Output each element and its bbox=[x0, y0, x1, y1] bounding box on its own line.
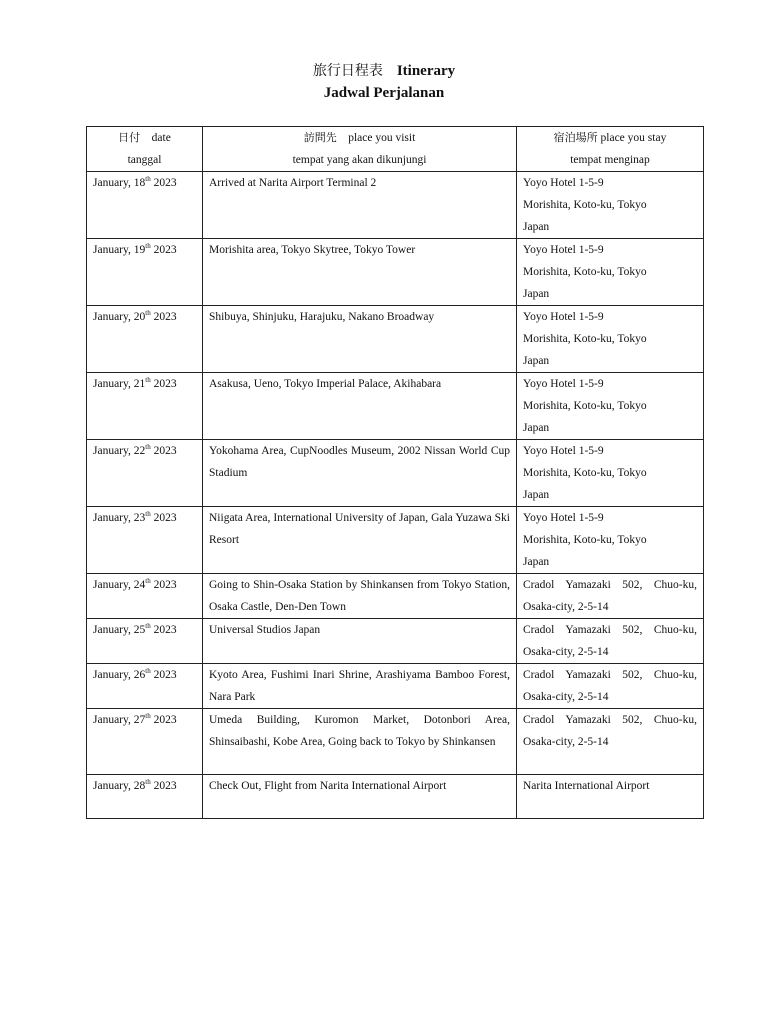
place-cell: Asakusa, Ueno, Tokyo Imperial Palace, Akihabara bbox=[203, 373, 517, 440]
stay-cell bbox=[517, 239, 704, 306]
date-month: January, 19 bbox=[93, 244, 146, 256]
date-month: January, 18 bbox=[93, 177, 146, 189]
header-date-jp: 日付 bbox=[118, 131, 141, 144]
stay-line: Yoyo Hotel 1-5-9 bbox=[523, 512, 604, 524]
date-suffix: th bbox=[145, 778, 151, 786]
date-cell bbox=[87, 440, 203, 507]
date-cell bbox=[87, 172, 203, 239]
date-suffix: th bbox=[145, 443, 151, 451]
table-row bbox=[87, 440, 704, 507]
table-row bbox=[87, 574, 704, 619]
header-place-id: tempat yang akan dikunjungi bbox=[292, 154, 427, 166]
table-row bbox=[87, 507, 704, 574]
date-cell bbox=[87, 709, 203, 775]
place-cell: Going to Shin-Osaka Station by Shinkansen from Tokyo Station, Osaka Castle, Den-Den Town bbox=[203, 574, 517, 619]
header-date-en: date bbox=[151, 132, 171, 144]
date-cell bbox=[87, 619, 203, 664]
header-stay-jp: 宿泊場所 bbox=[553, 131, 598, 144]
date-suffix: th bbox=[145, 309, 151, 317]
stay-cell bbox=[517, 507, 704, 574]
stay-cell bbox=[517, 775, 704, 819]
place-cell: Umeda Building, Kuromon Market, Dotonbori Area, Shinsaibashi, Kobe Area, Going back to Tokyo by Shinkansen bbox=[203, 709, 517, 775]
header-date bbox=[87, 127, 203, 172]
header-date-id: tanggal bbox=[127, 154, 162, 166]
stay-line: Morishita, Koto-ku, Tokyo bbox=[523, 266, 647, 278]
title-japanese: 旅行日程表 bbox=[312, 63, 383, 79]
date-suffix: th bbox=[145, 242, 151, 250]
title-line-1 bbox=[0, 60, 768, 82]
table-row bbox=[87, 664, 704, 709]
header-place-jp: 訪問先 bbox=[303, 131, 337, 144]
date-month: January, 24 bbox=[93, 579, 146, 591]
stay-line: Yoyo Hotel 1-5-9 bbox=[523, 244, 604, 256]
date-year: 2023 bbox=[153, 624, 177, 636]
date-suffix: th bbox=[145, 510, 151, 518]
date-cell bbox=[87, 507, 203, 574]
date-month: January, 22 bbox=[93, 445, 146, 457]
date-year: 2023 bbox=[153, 579, 177, 591]
stay-line: Japan bbox=[523, 221, 550, 233]
date-month: January, 28 bbox=[93, 780, 146, 792]
date-cell bbox=[87, 664, 203, 709]
date-year: 2023 bbox=[153, 378, 177, 390]
title-english: Itinerary bbox=[396, 63, 456, 79]
stay-line: Morishita, Koto-ku, Tokyo bbox=[523, 534, 647, 546]
header-stay-id: tempat menginap bbox=[570, 154, 650, 166]
stay-line: Japan bbox=[523, 288, 550, 300]
date-month: January, 27 bbox=[93, 714, 146, 726]
table-header-row bbox=[87, 127, 704, 172]
stay-line: Japan bbox=[523, 422, 550, 434]
table-row bbox=[87, 373, 704, 440]
stay-cell bbox=[517, 574, 704, 619]
date-cell bbox=[87, 239, 203, 306]
date-year: 2023 bbox=[153, 311, 177, 323]
date-month: January, 20 bbox=[93, 311, 146, 323]
stay-line: Yoyo Hotel 1-5-9 bbox=[523, 378, 604, 390]
date-suffix: th bbox=[145, 376, 151, 384]
date-cell bbox=[87, 373, 203, 440]
date-year: 2023 bbox=[153, 177, 177, 189]
date-suffix: th bbox=[145, 577, 151, 585]
itinerary-table bbox=[86, 126, 704, 819]
date-cell bbox=[87, 574, 203, 619]
date-month: January, 26 bbox=[93, 669, 146, 681]
date-suffix: th bbox=[145, 712, 151, 720]
place-cell: Morishita area, Tokyo Skytree, Tokyo Tower bbox=[203, 239, 517, 306]
date-year: 2023 bbox=[153, 244, 177, 256]
date-year: 2023 bbox=[153, 445, 177, 457]
stay-line: Morishita, Koto-ku, Tokyo bbox=[523, 467, 647, 479]
stay-line: Japan bbox=[523, 556, 550, 568]
place-cell: Check Out, Flight from Narita International Airport bbox=[203, 775, 517, 819]
place-cell: Kyoto Area, Fushimi Inari Shrine, Arashiyama Bamboo Forest, Nara Park bbox=[203, 664, 517, 709]
stay-line: Narita International Airport bbox=[523, 780, 650, 792]
stay-line: Morishita, Koto-ku, Tokyo bbox=[523, 400, 647, 412]
date-month: January, 23 bbox=[93, 512, 146, 524]
document-title bbox=[0, 60, 768, 104]
date-suffix: th bbox=[145, 175, 151, 183]
table-row bbox=[87, 709, 704, 775]
stay-cell bbox=[517, 172, 704, 239]
place-cell: Shibuya, Shinjuku, Harajuku, Nakano Broadway bbox=[203, 306, 517, 373]
date-cell bbox=[87, 306, 203, 373]
stay-cell bbox=[517, 373, 704, 440]
stay-line: Cradol Yamazaki 502, Chuo-ku, Osaka-city, 2-5-14 bbox=[523, 624, 697, 658]
stay-line: Yoyo Hotel 1-5-9 bbox=[523, 177, 604, 189]
stay-cell bbox=[517, 619, 704, 664]
stay-cell bbox=[517, 440, 704, 507]
header-place-en: place you visit bbox=[348, 132, 416, 144]
stay-cell bbox=[517, 306, 704, 373]
place-cell: Universal Studios Japan bbox=[203, 619, 517, 664]
stay-line: Japan bbox=[523, 489, 550, 501]
stay-line: Morishita, Koto-ku, Tokyo bbox=[523, 333, 647, 345]
stay-cell bbox=[517, 709, 704, 775]
stay-line: Yoyo Hotel 1-5-9 bbox=[523, 445, 604, 457]
stay-line: Cradol Yamazaki 502, Chuo-ku, Osaka-city, 2-5-14 bbox=[523, 669, 697, 703]
header-stay bbox=[517, 127, 704, 172]
stay-line: Yoyo Hotel 1-5-9 bbox=[523, 311, 604, 323]
stay-line: Japan bbox=[523, 355, 550, 367]
stay-line: Cradol Yamazaki 502, Chuo-ku, Osaka-city, 2-5-14 bbox=[523, 579, 697, 613]
date-suffix: th bbox=[145, 667, 151, 675]
table-row bbox=[87, 239, 704, 306]
date-suffix: th bbox=[145, 622, 151, 630]
date-month: January, 21 bbox=[93, 378, 146, 390]
stay-line: Morishita, Koto-ku, Tokyo bbox=[523, 199, 647, 211]
place-cell: Yokohama Area, CupNoodles Museum, 2002 Nissan World Cup Stadium bbox=[203, 440, 517, 507]
date-year: 2023 bbox=[153, 780, 177, 792]
table-row bbox=[87, 775, 704, 819]
place-cell: Arrived at Narita Airport Terminal 2 bbox=[203, 172, 517, 239]
table-row bbox=[87, 172, 704, 239]
date-year: 2023 bbox=[153, 669, 177, 681]
stay-line: Cradol Yamazaki 502, Chuo-ku, Osaka-city, 2-5-14 bbox=[523, 714, 697, 748]
date-year: 2023 bbox=[153, 512, 177, 524]
table-row bbox=[87, 306, 704, 373]
header-stay-en: place you stay bbox=[600, 132, 667, 144]
header-place bbox=[203, 127, 517, 172]
place-cell: Niigata Area, International University of Japan, Gala Yuzawa Ski Resort bbox=[203, 507, 517, 574]
date-year: 2023 bbox=[153, 714, 177, 726]
date-cell bbox=[87, 775, 203, 819]
stay-cell bbox=[517, 664, 704, 709]
title-indonesian: Jadwal Perjalanan bbox=[323, 85, 445, 101]
date-month: January, 25 bbox=[93, 624, 146, 636]
table-row bbox=[87, 619, 704, 664]
